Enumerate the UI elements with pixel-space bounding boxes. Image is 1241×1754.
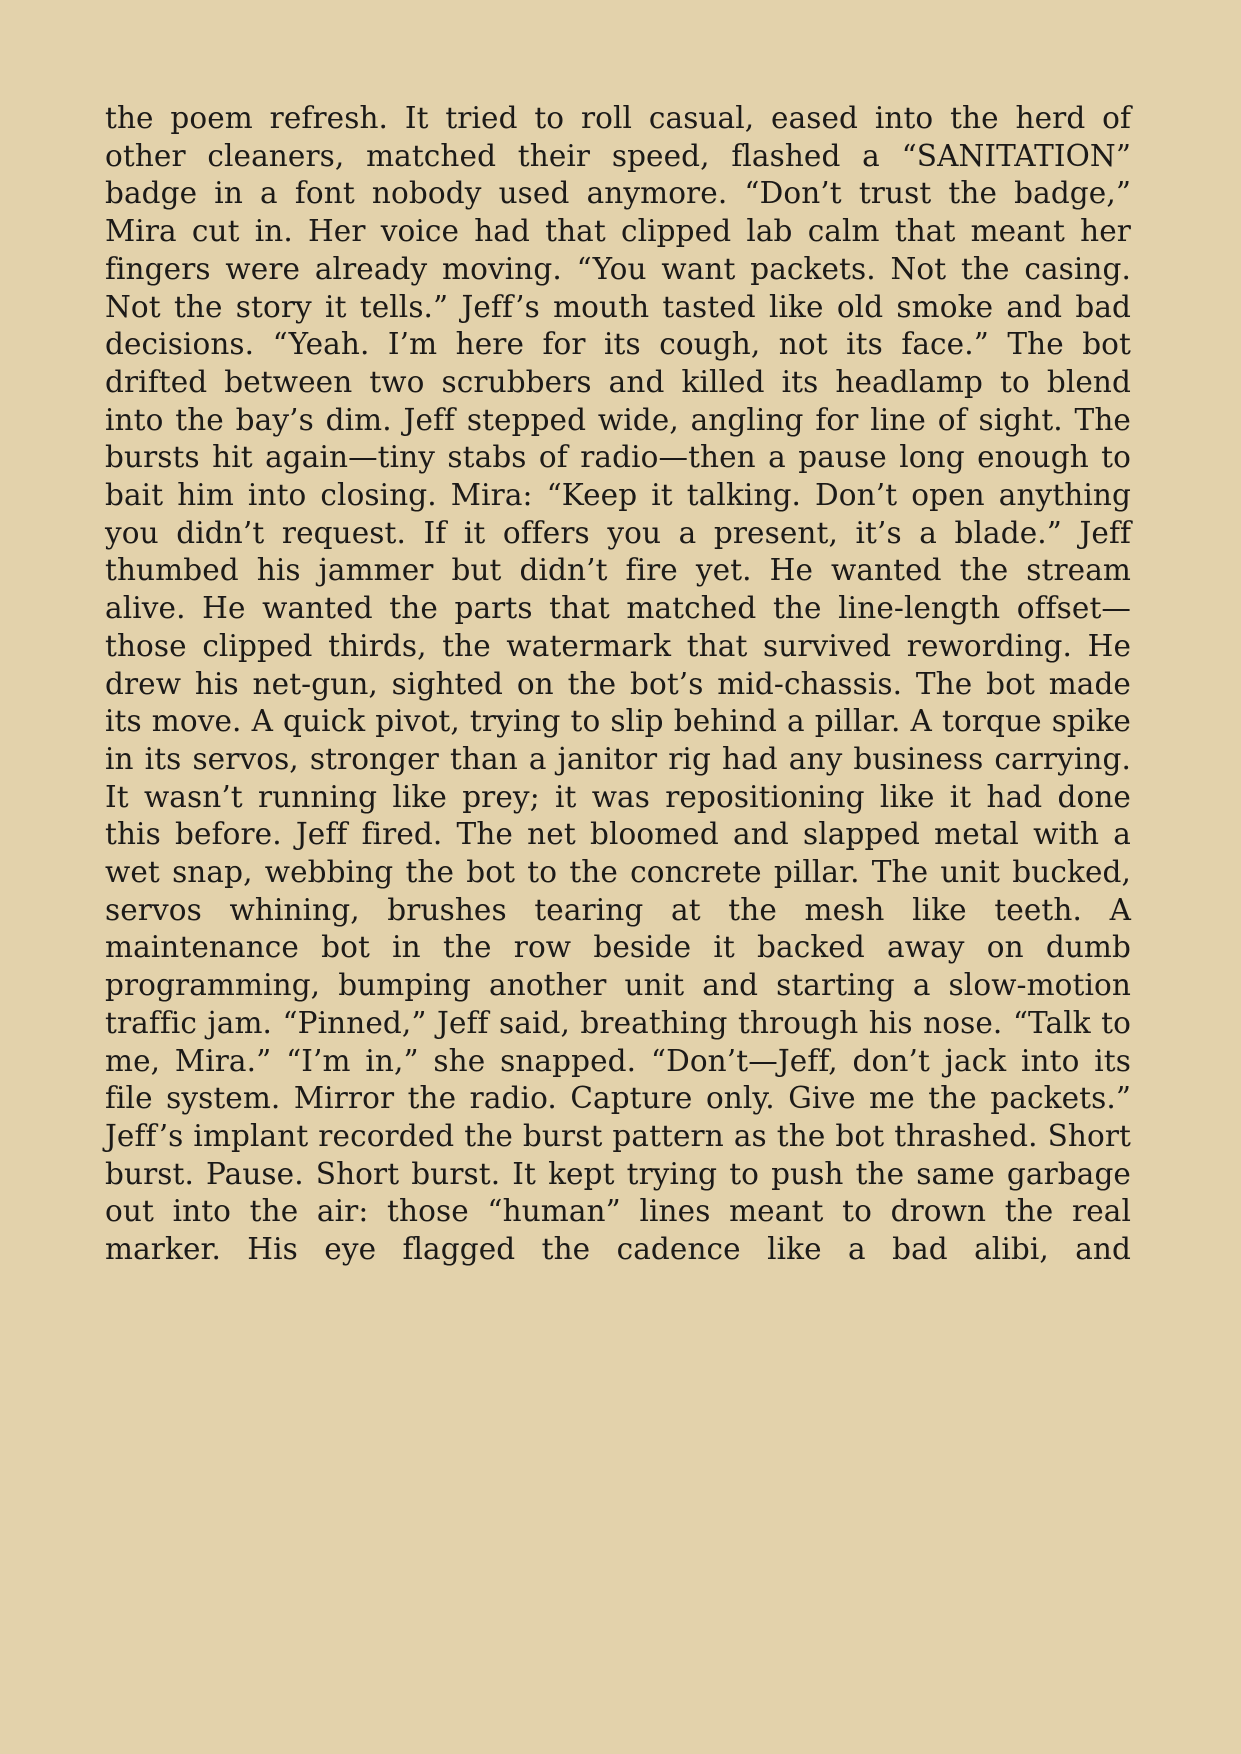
body-paragraph: the poem refresh. It tried to roll casual, eased into the herd of other cleaners, matched their speed, flashed a “SANITATION” badge in a font nobody used anymore. “Don’t trust the badge,” Mira cut in. Her voice had that clipped lab calm that meant her fingers were already moving. “You want packets. Not the casing. Not the story it tells.” Jeff’s mouth tasted like old smoke and bad decisions. “Yeah. I’m here for its cough, not its face.” The bot drifted between two scrubbers and killed its headlamp to blend into the bay’s dim. Jeff stepped wide, angling for line of sight. The bursts hit again—tiny stabs of radio—then a pause long enough to bait him into closing. Mira: “Keep it talking. Don’t open anything you didn’t request. If it offers you a present, it’s a blade.” Jeff thumbed his jammer but didn’t fire yet. He wanted the stream alive. He wanted the parts that matched the line-length offset—those clipped thirds, the watermark that survived rewording. He drew his net-gun, sighted on the bot’s mid-chassis. The bot made its move. A quick pivot, trying to slip behind a pillar. A torque spike in its servos, stronger than a janitor rig had any business carrying. It wasn’t running like prey; it was repositioning like it had done this before. Jeff fired. The net bloomed and slapped metal with a wet snap, webbing the bot to the concrete pillar. The unit bucked, servos whining, brushes tearing at the mesh like teeth. A maintenance bot in the row beside it backed away on dumb programming, bumping another unit and starting a slow-motion traffic jam. “Pinned,” Jeff said, breathing through his nose. “Talk to me, Mira.” “I’m in,” she snapped. “Don’t—Jeff, don’t jack into its file system. Mirror the radio. Capture only. Give me the packets.” Jeff’s implant recorded the burst pattern as the bot thrashed. Short burst. Pause. Short burst. It kept trying to push the same garbage out into the air: those “human” lines meant to drown the real marker. His eye flagged the cadence like a bad alibi, and xyxy=(105,101,1131,1267)
text-column xyxy=(105,100,1131,1307)
